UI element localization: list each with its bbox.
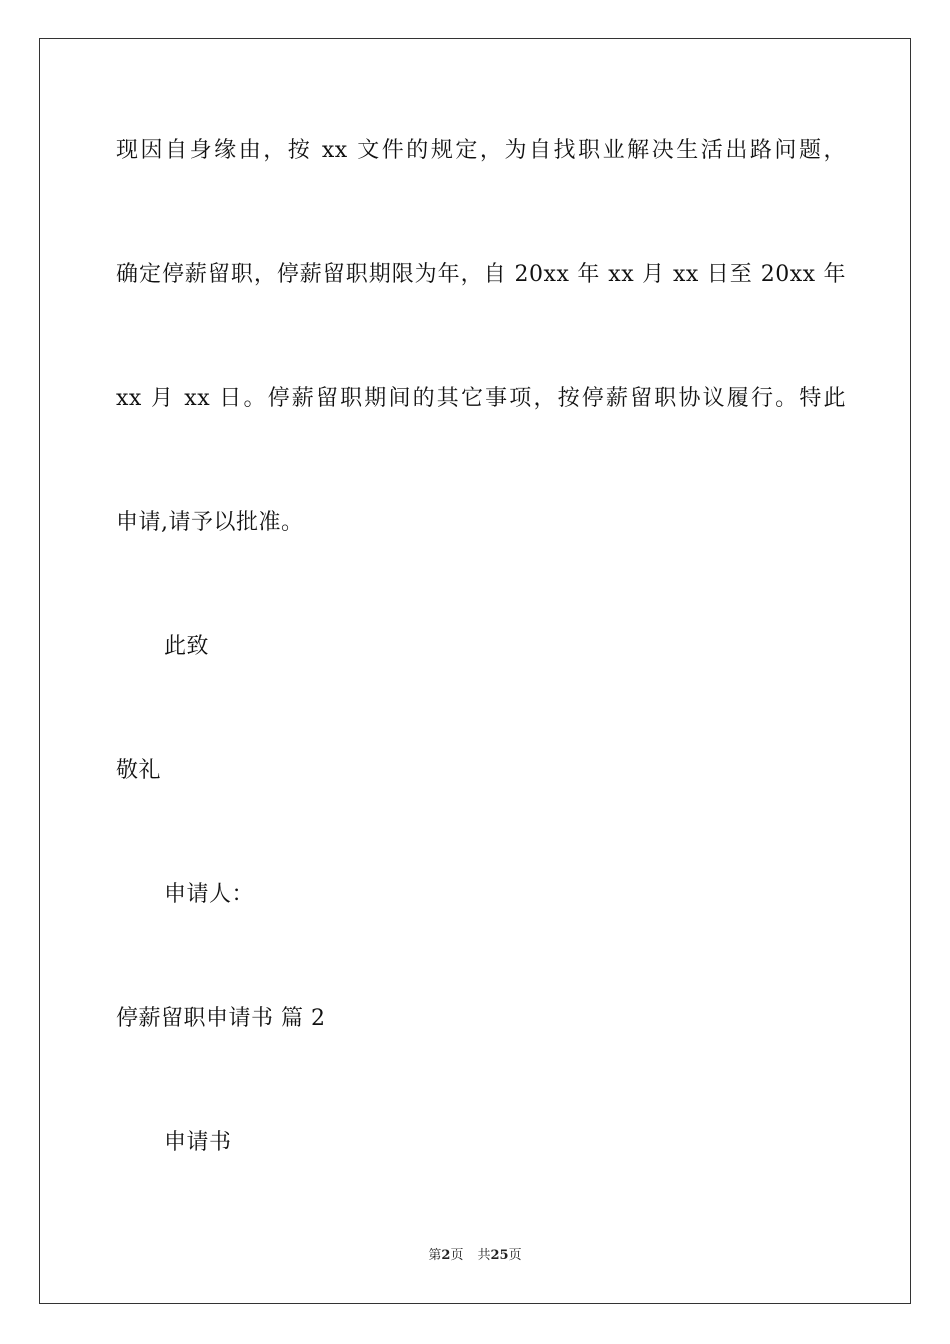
paragraph-line-4: 申请,请予以批准。 <box>116 510 304 535</box>
page-suffix: 页 <box>450 1248 464 1263</box>
section-heading: 停薪留职申请书 篇 2 <box>116 1006 326 1031</box>
paragraph-line-1: 现因自身缘由，按 xx 文件的规定，为自找职业解决生活出路问题， <box>116 138 846 163</box>
total-prefix: 共 <box>477 1248 491 1263</box>
salutation-text: 敬礼 <box>116 758 162 783</box>
page-total: 25 <box>490 1248 509 1263</box>
total-suffix: 页 <box>508 1248 522 1263</box>
sub-heading: 申请书 <box>164 1130 232 1155</box>
page-current: 2 <box>441 1248 451 1263</box>
paragraph-line-2: 确定停薪留职，停薪留职期限为年，自 20xx 年 xx 月 xx 日至 20xx 年 <box>116 262 846 287</box>
applicant-label: 申请人： <box>164 882 255 907</box>
paragraph-line-3: xx 月 xx 日。停薪留职期间的其它事项，按停薪留职协议履行。特此 <box>116 386 846 411</box>
page-footer <box>0 1247 950 1265</box>
page-prefix: 第 <box>428 1248 442 1263</box>
page-frame <box>39 38 911 1304</box>
closing-text: 此致 <box>164 634 210 659</box>
